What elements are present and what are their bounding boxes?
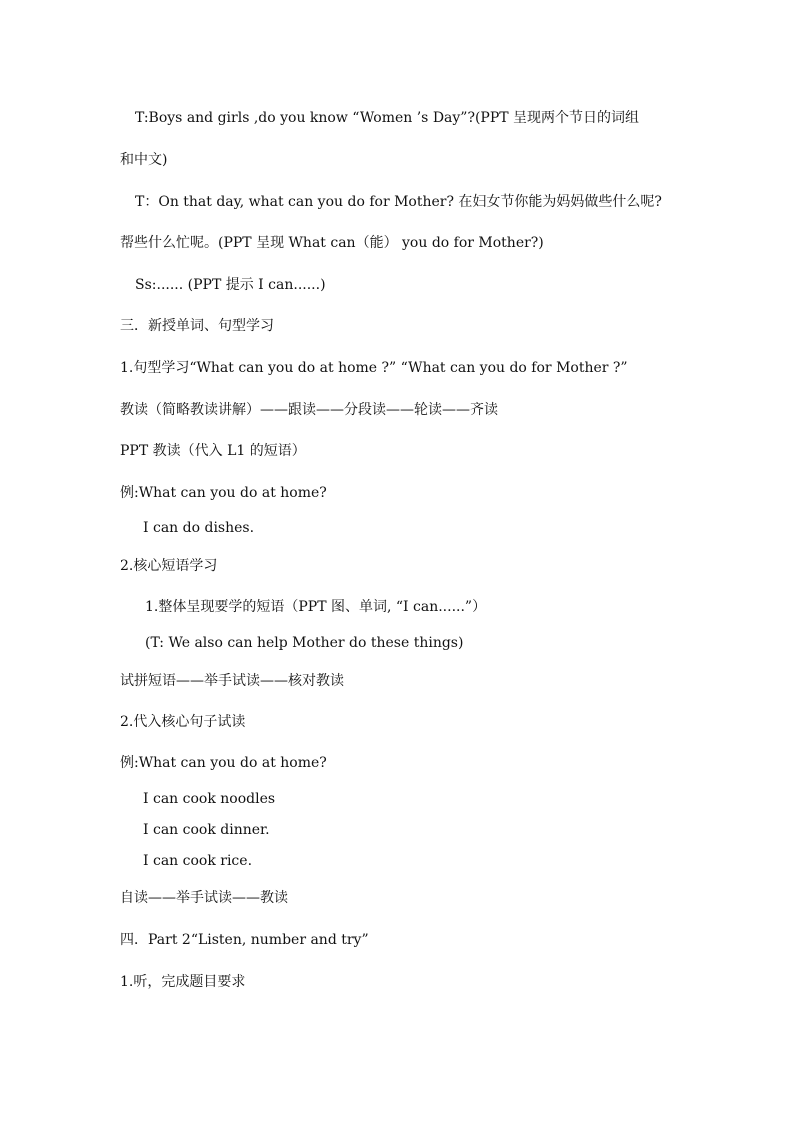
example-answer: I can cook noodles — [143, 791, 276, 807]
paragraph-line: 帮些什么忙呢。(PPT 呈现 What can（能） you do for Mother?) — [120, 235, 544, 251]
example-line: 例:What can you do at home? — [120, 485, 327, 501]
paragraph-line: T：On that day, what can you do for Mother? 在妇女节你能为妈妈做些什么呢? — [135, 194, 662, 210]
example-answer: I can cook dinner. — [143, 822, 270, 838]
paragraph-line: 教读（简略教读讲解）——跟读——分段读——轮读——齐读 — [120, 402, 498, 418]
paragraph-line: 1.听，完成题目要求 — [120, 974, 246, 990]
paragraph-line: PPT 教读（代入 L1 的短语） — [120, 443, 306, 459]
paragraph-line: Ss:...... (PPT 提示 I can......) — [135, 277, 326, 293]
paragraph-line: (T: We also can help Mother do these things) — [145, 635, 464, 651]
subsection-heading: 2.代入核心句子试读 — [120, 714, 246, 730]
paragraph-line: 自读——举手试读——教读 — [120, 890, 288, 906]
example-line: 例:What can you do at home? — [120, 755, 327, 771]
paragraph-line: T:Boys and girls ,do you know “Women ’s Day”?(PPT 呈现两个节日的词组 — [135, 110, 640, 126]
paragraph-line: 1.句型学习“What can you do at home ?” “What can you do for Mother ?” — [120, 360, 628, 376]
example-answer: I can do dishes. — [143, 520, 255, 536]
paragraph-line: 1.整体呈现要学的短语（PPT 图、单词, “I can......”） — [145, 599, 487, 615]
subsection-heading: 2.核心短语学习 — [120, 558, 218, 574]
section-heading: 四．Part 2“Listen, number and try” — [120, 932, 369, 948]
example-answer: I can cook rice. — [143, 853, 253, 869]
section-heading: 三．新授单词、句型学习 — [120, 318, 274, 334]
paragraph-line: 和中文) — [120, 152, 168, 168]
paragraph-line: 试拼短语——举手试读——核对教读 — [120, 673, 344, 689]
